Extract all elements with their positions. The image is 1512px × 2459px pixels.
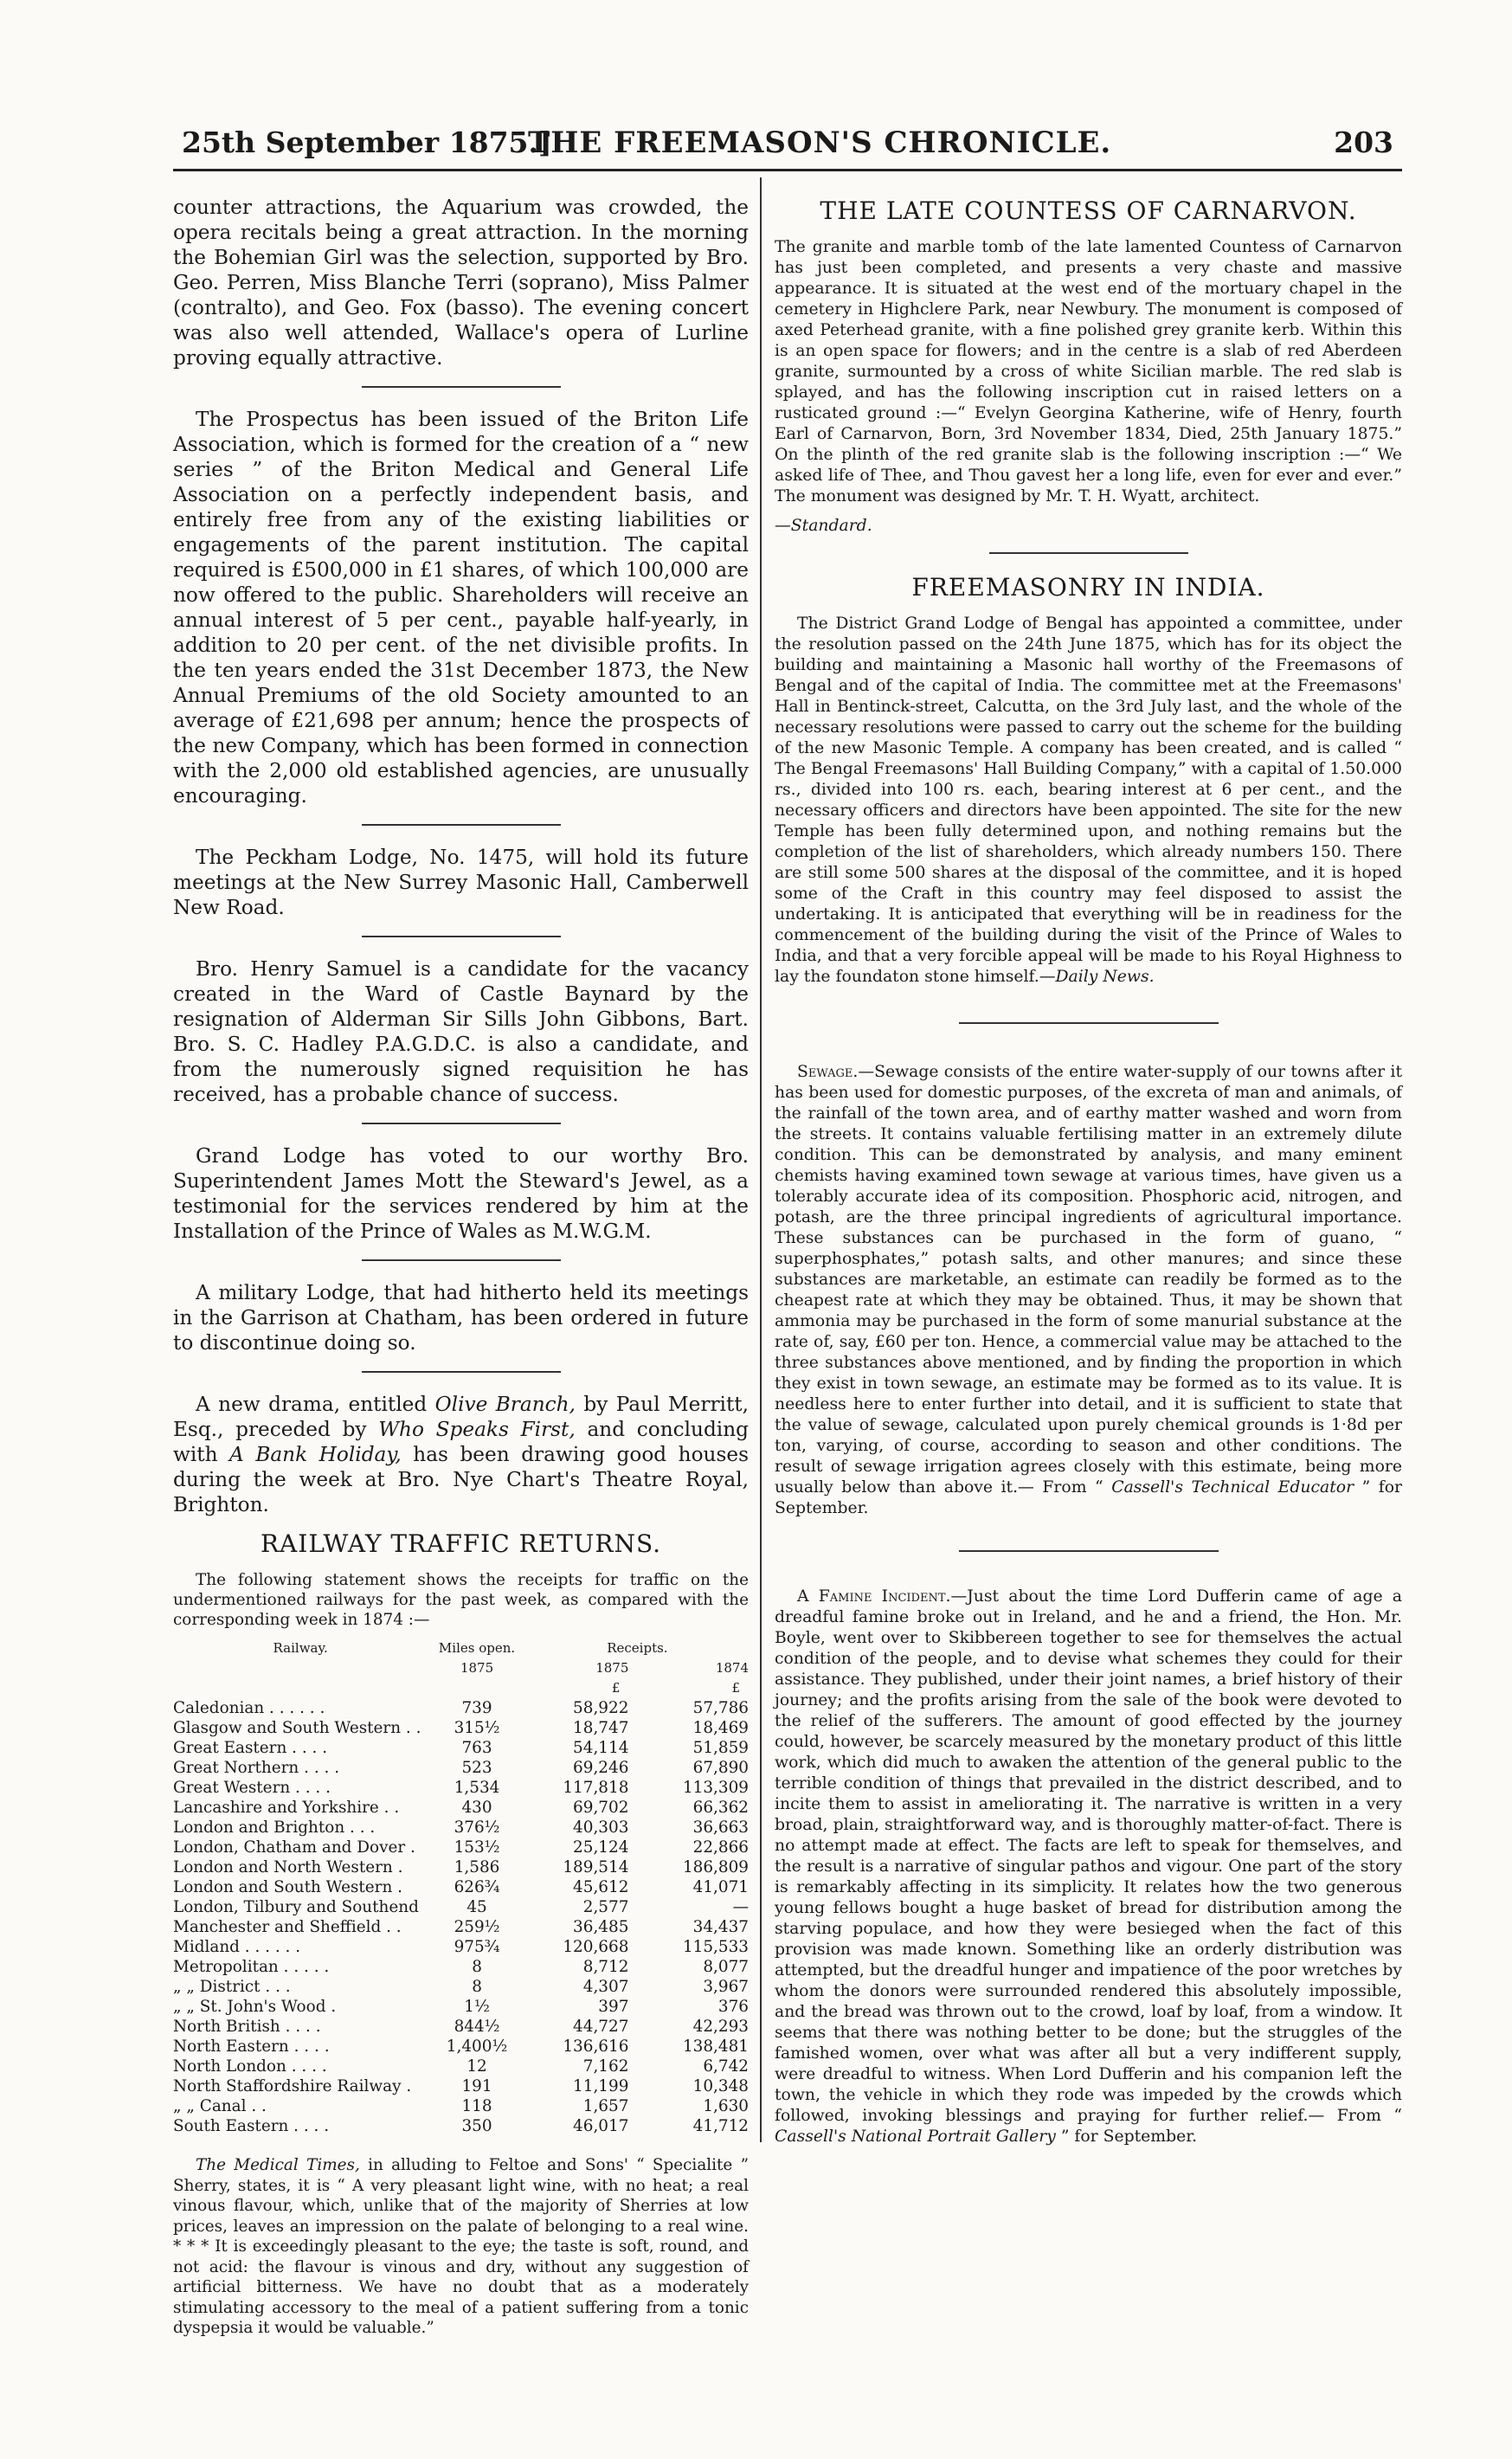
- india-heading: FREEMASONRY IN INDIA.: [911, 573, 1265, 602]
- table-cell-r1875: 36,485: [573, 1918, 629, 1936]
- table-cell-miles: 1,534: [454, 1779, 500, 1797]
- table-cell-r1875: 40,303: [573, 1819, 629, 1837]
- table-cell-miles: 1½: [464, 1998, 490, 2016]
- peckham-lodge-paragraph: The Peckham Lodge, No. 1475, will hold its future meetings at the New Surrey Masonic Hall, Camberwell New Road.: [173, 846, 749, 919]
- table-cell-miles: 8: [472, 1978, 482, 1996]
- table-row: [173, 1698, 749, 1718]
- table-cell-name: London and South Western .: [173, 1878, 403, 1896]
- sewage-paragraph: Sewage.—Sewage consists of the entire water-supply of our towns after it has been used for domestic purposes, of the excreta of man and animals, of the rainfall of the town area, and of earthy matter washed and worn from the streets. It contains valuable fertilising matter in an extremely dilute condition. This can be demonstrated by analysis, and many eminent chemists having examined town sewage at various times, have given us a tolerably accurate idea of its composition. Phosphoric acid, nitrogen, and potash, are the three principal ingredients of agricultural importance. These substances can be purchased in the form of guano, “ superphosphates,” potash salts, and other manures; and since these substances are marketable, an estimate can readily be formed as to the cheapest rate at which they may be obtained. Thus, it may be shown that ammonia may be purchased in the form of some manurial substance at the rate of, say, £60 per ton. Hence, a commercial value may be attached to the three substances above mentioned, and by finding the proportion in which they exist in town sewage, an estimate may be formed as to its value. It is needless here to enter further into detail, and it is sufficient to state that the value of sewage, calculated upon purely chemical grounds is 1·8d per ton, varying, of course, according to season and other conditions. The result of sewage irrigation agrees closely with this estimate, being more usually below than above it.— From “ Cassell's Technical Educator ” for September.: [775, 1063, 1402, 1517]
- table-cell-miles: 12: [466, 2057, 487, 2076]
- table-cell-name: „ „ District . . .: [173, 1978, 291, 1996]
- table-row: [173, 2076, 749, 2096]
- table-cell-miles: 153½: [454, 1838, 500, 1857]
- table-row: [173, 1897, 749, 1917]
- pound-sign: £: [611, 1680, 621, 1696]
- table-cell-name: South Eastern . . . .: [173, 2117, 330, 2135]
- table-cell-r1875: 69,702: [573, 1799, 629, 1817]
- table-row: [173, 1917, 749, 1937]
- table-cell-name: Manchester and Sheffield . .: [173, 1918, 402, 1936]
- table-cell-r1875: 120,668: [563, 1938, 629, 1956]
- section-rule: [362, 936, 561, 937]
- table-cell-name: Great Eastern . . . .: [173, 1739, 328, 1757]
- section-rule: [959, 1550, 1219, 1552]
- table-cell-name: „ „ St. John's Wood .: [173, 1998, 337, 2016]
- column-divider: [760, 177, 762, 2142]
- table-cell-miles: 191: [461, 2077, 492, 2095]
- table-cell-r1875: 25,124: [573, 1838, 629, 1857]
- table-row: [173, 2057, 749, 2076]
- section-rule: [362, 1371, 561, 1373]
- aquarium-paragraph: counter attractions, the Aquarium was crowded, the opera recitals being a great attraction. In the morning the Bohemian Girl was the selection, supported by Bro. Geo. Perren, Miss Blanche Terri (soprano), Miss Palmer (contralto), and Geo. Fox (basso). The evening concert was also well attended, Wallace's opera of Lurline proving equally attractive.: [173, 196, 749, 370]
- section-rule: [959, 1022, 1219, 1024]
- table-cell-name: Caledonian . . . . . .: [173, 1699, 325, 1717]
- table-cell-miles: 315½: [454, 1719, 500, 1737]
- table-cell-r1875: 4,307: [582, 1978, 629, 1996]
- table-row: [173, 1818, 749, 1838]
- table-cell-miles: 844½: [454, 2018, 500, 2036]
- table-cell-r1874: 22,866: [692, 1838, 749, 1857]
- table-row: [173, 1838, 749, 1857]
- table-row: [173, 1957, 749, 1977]
- table-cell-miles: 1,400½: [446, 2037, 508, 2056]
- countess-heading: THE LATE COUNTESS OF CARNARVON.: [820, 196, 1357, 225]
- table-cell-r1875: 58,922: [573, 1699, 629, 1717]
- table-cell-r1874: 36,663: [692, 1819, 749, 1837]
- table-cell-r1874: 41,071: [692, 1878, 749, 1896]
- table-row: [173, 1977, 749, 1997]
- table-cell-r1875: 44,727: [573, 2018, 629, 2036]
- drama-paragraph: A new drama, entitled Olive Branch, by Paul Merritt, Esq., preceded by Who Speaks First, and concluding with A Bank Holiday, has been drawing good houses during the week at Bro. Nye Chart's Theatre Royal, Brighton.: [173, 1393, 750, 1516]
- table-cell-miles: 8: [472, 1958, 482, 1976]
- table-cell-miles: 376½: [454, 1819, 500, 1837]
- grand-lodge-paragraph: Grand Lodge has voted to our worthy Bro. Superintendent James Mott the Steward's Jewel, as a testimonial for the services rendered by him at the Installation of the Prince of Wales as M.W.G.M.: [173, 1144, 749, 1243]
- issue-date: 25th September 1875.]: [182, 126, 552, 159]
- railway-table: [173, 1638, 749, 2136]
- col-miles-open: Miles open.: [438, 1640, 516, 1656]
- table-row: [173, 1778, 749, 1798]
- table-cell-miles: 430: [461, 1799, 492, 1817]
- table-cell-r1874: 67,890: [692, 1759, 749, 1777]
- table-row: [173, 1877, 749, 1897]
- medical-times-paragraph: The Medical Times, in alluding to Feltoe and Sons' “ Specialite ” Sherry, states, it is “ A very pleasant light wine, with no heat; a real vinous flavour, which, unlike that of the majority of Sherries at low prices, leaves an impression on the palate of belonging to a real wine. * * * It is exceedingly pleasant to the eye; the taste is soft, round, and not acid: the flavour is vinous and dry, without any suggestion of artificial bitterness. We have no doubt that as a moderately stimulating accessory to the meal of a patient suffering from a tonic dyspepsia it would be valuable.”: [173, 2156, 749, 2337]
- table-cell-r1875: 117,818: [563, 1779, 629, 1797]
- table-cell-name: Glasgow and South Western . .: [173, 1719, 421, 1737]
- table-row: [173, 1997, 749, 2017]
- table-cell-r1874: 42,293: [692, 2018, 749, 2036]
- table-cell-r1875: 54,114: [573, 1739, 629, 1757]
- table-cell-name: North Staffordshire Railway .: [173, 2077, 412, 2095]
- publication-title: THE FREEMASON'S CHRONICLE.: [528, 126, 1112, 160]
- table-row: [173, 2096, 749, 2116]
- table-cell-miles: 118: [461, 2097, 492, 2115]
- table-cell-name: London and North Western .: [173, 1858, 403, 1876]
- table-row: [173, 1738, 749, 1758]
- railway-heading: RAILWAY TRAFFIC RETURNS.: [260, 1529, 662, 1558]
- table-cell-name: Great Northern . . . .: [173, 1759, 340, 1777]
- table-cell-r1875: 46,017: [573, 2117, 629, 2135]
- col-1874: 1874: [715, 1660, 749, 1676]
- table-cell-r1874: 41,712: [692, 2117, 749, 2135]
- railway-table-body: [173, 1698, 749, 2136]
- table-cell-r1875: 18,747: [573, 1719, 629, 1737]
- table-cell-miles: 45: [466, 1898, 487, 1916]
- table-cell-r1875: 397: [598, 1998, 629, 2016]
- table-cell-r1875: 1,657: [582, 2097, 629, 2115]
- table-cell-r1875: 136,616: [563, 2037, 629, 2056]
- table-cell-miles: 975¾: [454, 1938, 500, 1956]
- table-cell-name: Lancashire and Yorkshire . .: [173, 1799, 400, 1817]
- table-cell-r1874: 115,533: [682, 1938, 749, 1956]
- col-railway: Railway.: [273, 1640, 328, 1656]
- table-cell-r1874: 10,348: [692, 2077, 749, 2095]
- table-row: [173, 1798, 749, 1818]
- section-rule: [989, 552, 1188, 554]
- table-cell-name: London, Chatham and Dover .: [173, 1838, 415, 1857]
- col-miles-year: 1875: [460, 1660, 494, 1676]
- pound-sign: £: [731, 1680, 740, 1696]
- table-cell-r1874: 34,437: [692, 1918, 749, 1936]
- table-cell-name: North British . . . .: [173, 2018, 321, 2036]
- table-cell-r1874: 8,077: [703, 1958, 749, 1976]
- table-cell-r1875: 189,514: [563, 1858, 629, 1876]
- page-number: 203: [1334, 126, 1393, 159]
- table-cell-r1875: 7,162: [582, 2057, 629, 2076]
- table-row: [173, 2017, 749, 2037]
- table-cell-r1874: 3,967: [703, 1978, 749, 1996]
- table-cell-name: London, Tilbury and Southend: [173, 1898, 419, 1916]
- table-cell-name: North London . . . .: [173, 2057, 327, 2076]
- table-cell-miles: 350: [461, 2117, 492, 2135]
- railway-intro: The following statement shows the receipts for traffic on the undermentioned railways for the past week, as compared with the corresponding week in 1874 :—: [173, 1571, 749, 1629]
- table-cell-miles: 763: [461, 1739, 492, 1757]
- table-cell-name: Midland . . . . . .: [173, 1938, 301, 1956]
- table-row: [173, 1718, 749, 1738]
- table-cell-r1874: 6,742: [703, 2057, 749, 2076]
- table-cell-miles: 1,586: [454, 1858, 500, 1876]
- countess-source: —Standard.: [775, 517, 872, 535]
- india-paragraph: The District Grand Lodge of Bengal has appointed a committee, under the resolution passed on the 24th June 1875, which has for its object the building and maintaining a Masonic hall worthy of the Freemasons of Bengal and of the capital of India. The committee met at the Freemasons' Hall in Bentinck-street, Calcutta, on the 3rd July last, and the whole of the necessary resolutions were passed to carry out the scheme for the building of the new Masonic Temple. A company has been created, and is called “ The Bengal Freemasons' Hall Building Company,” with a capital of 1.50.000 rs., divided into 100 rs. each, bearing interest at 6 per cent., and the necessary officers and directors have been appointed. The site for the new Temple has been fully determined upon, and nothing remains but the completion of the list of shareholders, which already numbers 150. There are still some 500 shares at the disposal of the committee, and it is hoped some of the Craft in this country may feel disposed to assist the undertaking. It is anticipated that everything will be in readiness for the commencement of the building during the visit of the Prince of Wales to India, and that a very forcible appeal will be made to his Royal Highness to lay the foundaton stone himself.—Daily News.: [775, 615, 1402, 986]
- table-cell-miles: 523: [461, 1759, 492, 1777]
- table-cell-r1874: 1,630: [703, 2097, 749, 2115]
- table-cell-r1874: 376: [717, 1998, 749, 2016]
- table-cell-name: Metropolitan . . . . .: [173, 1958, 330, 1976]
- table-cell-miles: 259½: [454, 1918, 500, 1936]
- table-cell-r1874: 186,809: [682, 1858, 749, 1876]
- table-cell-r1874: —: [732, 1898, 749, 1916]
- table-cell-r1874: 66,362: [692, 1799, 749, 1817]
- section-rule: [362, 1259, 561, 1261]
- table-cell-name: „ „ Canal . .: [173, 2097, 267, 2115]
- table-row: [173, 1857, 749, 1877]
- table-cell-r1875: 45,612: [573, 1878, 629, 1896]
- table-cell-r1874: 57,786: [692, 1699, 749, 1717]
- table-cell-r1874: 113,309: [682, 1779, 749, 1797]
- table-cell-r1874: 138,481: [682, 2037, 749, 2056]
- table-cell-name: Great Western . . . .: [173, 1779, 331, 1797]
- table-cell-r1874: 51,859: [692, 1739, 749, 1757]
- table-cell-r1874: 18,469: [692, 1719, 749, 1737]
- right-column: [775, 195, 1402, 2156]
- page-header: [173, 117, 1402, 171]
- col-1875: 1875: [595, 1660, 629, 1676]
- section-rule: [362, 1123, 561, 1124]
- table-cell-miles: 626¾: [454, 1878, 500, 1896]
- table-cell-name: London and Brighton . . .: [173, 1819, 376, 1837]
- table-row: [173, 1937, 749, 1957]
- military-lodge-paragraph: A military Lodge, that had hitherto held its meetings in the Garrison at Chatham, has been ordered in future to discontinue doing so.: [173, 1281, 749, 1355]
- table-cell-miles: 739: [461, 1699, 492, 1717]
- table-cell-r1875: 11,199: [573, 2077, 629, 2095]
- section-rule: [362, 386, 561, 388]
- table-row: [173, 1758, 749, 1778]
- countess-paragraph: The granite and marble tomb of the late lamented Countess of Carnarvon has just been completed, and presents a very chaste and massive appearance. It is situated at the west end of the mortuary chapel in the cemetery in Highclere Park, near Newbury. The monument is composed of axed Peterhead granite, with a fine polished grey granite kerb. Within this is an open space for flowers; and in the centre is a slab of red Aberdeen granite, surmounted by a cross of white Sicilian marble. The red slab is splayed, and has the following inscription cut in raised letters on a rusticated ground :—“ Evelyn Georgina Katherine, wife of Henry, fourth Earl of Carnarvon, Born, 3rd November 1834, Died, 25th January 1875.” On the plinth of the red granite slab is the following inscription :—“ We asked life of Thee, and Thou gavest her a long life, even for ever and ever.” The monument was designed by Mr. T. H. Wyatt, architect.: [775, 238, 1402, 505]
- table-cell-r1875: 69,246: [573, 1759, 629, 1777]
- left-column: [173, 195, 749, 2347]
- table-cell-name: North Eastern . . . .: [173, 2037, 330, 2056]
- table-row: [173, 2116, 749, 2136]
- briton-life-paragraph: The Prospectus has been issued of the Briton Life Association, which is formed for the creation of a “ new series ” of the Briton Medical and General Life Association on a perfectly independent basis, and entirely free from any of the existing liabilities or engagements of the parent institution. The capital required is £500,000 in £1 shares, of which 100,000 are now offered to the public. Shareholders will receive an annual interest of 5 per cent., payable half-yearly, in addition to 20 per cent. of the net divisible profits. In the ten years ended the 31st December 1873, the New Annual Premiums of the old Society amounted to an average of £21,698 per annum; hence the prospects of the new Company, which has been formed in connection with the 2,000 old established agencies, are unusually encouraging.: [173, 408, 749, 808]
- henry-samuel-paragraph: Bro. Henry Samuel is a candidate for the vacancy created in the Ward of Castle Baynard by the resignation of Alderman Sir Sills John Gibbons, Bart. Bro. S. C. Hadley P.A.G.D.C. is also a candidate, and from the numerously signed requisition he has received, has a probable chance of success.: [173, 957, 749, 1106]
- col-receipts: Receipts.: [607, 1640, 668, 1656]
- table-row: [173, 2037, 749, 2057]
- table-cell-r1875: 8,712: [582, 1958, 629, 1976]
- table-cell-r1875: 2,577: [582, 1898, 629, 1916]
- section-rule: [362, 824, 561, 826]
- famine-paragraph: A Famine Incident.—Just about the time Lord Dufferin came of age a dreadful famine broke out in Ireland, and he and a friend, the Hon. Mr. Boyle, went over to Skibbereen together to see for themselves the actual condition of the people, and to devise what schemes they could for their assistance. They published, under their joint names, a brief history of their journey; and the profits arising from the sale of the book were devoted to the relief of the sufferers. The amount of good effected by the journey could, however, be scarcely measured by the monetary product of this little work, which did much to awaken the attention of the general public to the terrible condition of things that prevailed in the district described, and to incite them to assist in ameliorating it. The narrative is written in a very broad, plain, straightforward way, and is thoroughly matter-of-fact. There is no attempt made at effect. The facts are left to speak for themselves, and the result is a narrative of singular pathos and vigour. One part of the story is remarkably affecting in its simplicity. It relates how the two generous young fellows bought a huge basket of bread for distribution among the starving populace, and how they were besieged when the fact of this provision was made known. Something like an orderly distribution was attempted, but the dreadful hunger and impatience of the poor wretches by whom the donors were surrounded rendered this absolutely impossible, and the bread was thrown out to the crowd, loaf by loaf, from a window. It seems that there was nothing better to be done; but the struggles of the famished women, over what was after all but a very indifferent supply, were dreadful to witness. When Lord Dufferin and his companion left the town, the vehicle in which they rode was impeded by the crowds which followed, invoking blessings and praying for further relief.— From “ Cassell's National Portrait Gallery ” for September.: [775, 1587, 1402, 2146]
